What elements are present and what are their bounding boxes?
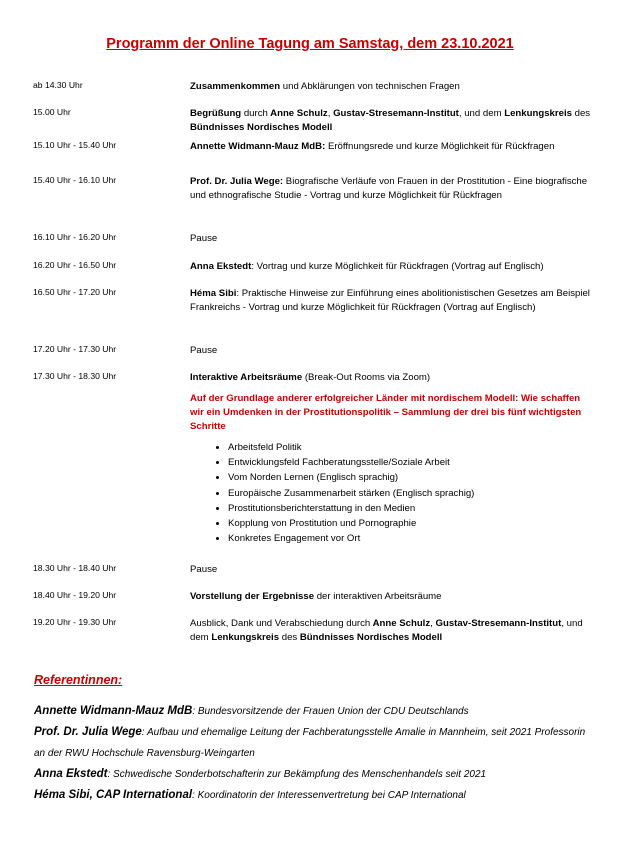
schedule-description: [190, 232, 594, 246]
workshop-topic: Auf der Grundlage anderer erfolgreicher Länder mit nordischem Modell: Wie schaffen wir ein Umdenken in der Prostitutionspolitik – Sammlung der drei bis fünf wichtigsten Schritte: [190, 393, 582, 432]
referent-entry: [34, 764, 594, 785]
schedule-description: [190, 371, 594, 546]
schedule-description: [190, 344, 594, 358]
text: und Abklärungen von technischen Fragen: [280, 81, 460, 92]
text: : Praktische Hinweise zur Einführung eines abolitionistischen Gesetzes am Beispiel Frankreichs - Vortrag und kurze Möglichkeit für Rückfragen (Vortrag auf Englisch): [190, 288, 590, 313]
referent-name: Prof. Dr. Julia Wege: [34, 726, 142, 738]
referent-role: : Aufbau und ehemalige Leitung der Fachberatungsstelle Amalie in Mannheim, seit 2021 Professorin an der RWU Hochschule Ravensburg-Weingarten: [34, 727, 586, 759]
referent-role: : Bundesvorsitzende der Frauen Union der CDU Deutschlands: [192, 706, 469, 717]
text: durch: [241, 108, 268, 119]
schedule-time: 17.30 Uhr - 18.30 Uhr: [33, 371, 117, 381]
list-item: • Vom Norden Lernen (Englisch sprachig): [228, 470, 594, 485]
schedule-description: [190, 590, 594, 604]
referent-name: Anna Ekstedt: [34, 768, 108, 780]
schedule-description: [190, 175, 594, 203]
schedule-time: 16.50 Uhr - 17.20 Uhr: [33, 287, 117, 297]
bold-text: Gustav-Stresemann-Institut: [330, 108, 459, 119]
text: des: [571, 108, 591, 119]
bold-text: Anne Schulz: [267, 108, 328, 119]
text: Pause: [190, 564, 218, 575]
text: : Vortrag und kurze Möglichkeit für Rückfragen (Vortrag auf Englisch): [251, 261, 544, 272]
schedule-description: [190, 140, 594, 154]
text: der interaktiven Arbeitsräume: [314, 591, 442, 602]
schedule-description: [190, 260, 594, 274]
bold-text: Bündnisses Nordisches Modell: [297, 632, 443, 643]
referent-entry: [34, 701, 594, 722]
list-item: • Kopplung von Prostitution und Pornographie: [228, 516, 594, 531]
bold-text: Zusammenkommen: [190, 81, 281, 92]
schedule-time: 16.20 Uhr - 16.50 Uhr: [33, 260, 117, 270]
schedule-time: 18.30 Uhr - 18.40 Uhr: [33, 563, 117, 573]
referent-name: Annette Widmann-Mauz MdB: [34, 705, 193, 717]
schedule-time: 18.40 Uhr - 19.20 Uhr: [33, 590, 117, 600]
schedule-description: [190, 563, 594, 577]
referent-role: : Schwedische Sonderbotschafterin zur Bekämpfung des Menschenhandels seit 2021: [107, 769, 487, 780]
bold-text: Héma Sibi: [190, 288, 237, 299]
referent-role: : Koordinatorin der Interessenvertretung bei CAP International: [192, 790, 466, 801]
schedule-description: [190, 80, 594, 94]
bold-text: Anne Schulz: [370, 618, 431, 629]
referent-entry: [34, 785, 594, 806]
list-item: • Arbeitsfeld Politik: [228, 440, 594, 455]
referent-entry: [34, 722, 594, 764]
bold-text: Annette Widmann-Mauz MdB:: [190, 141, 326, 152]
schedule-time: 15.40 Uhr - 16.10 Uhr: [33, 175, 117, 185]
bold-text: Lenkungskreis: [208, 632, 280, 643]
schedule-description: [190, 617, 594, 645]
text: Biografische Verläufe von Frauen in der Prostitution - Eine biografische und ethnografische Studie - Vortrag und kurze Möglichkeit für Rückfragen: [190, 176, 588, 201]
text: Pause: [190, 345, 218, 356]
bold-text: Vorstellung der Ergebnisse: [190, 591, 315, 602]
text: (Break-Out Rooms via Zoom): [302, 372, 431, 383]
text: , und dem: [458, 108, 502, 119]
list-item: • Entwicklungsfeld Fachberatungsstelle/Soziale Arbeit: [228, 455, 594, 470]
bold-text: Anna Ekstedt: [190, 261, 252, 272]
bold-text: Prof. Dr. Julia Wege:: [190, 176, 284, 187]
schedule-description: [190, 287, 594, 315]
text: Pause: [190, 233, 218, 244]
list-item: • Europäische Zusammenarbeit stärken (Englisch sprachig): [228, 486, 594, 501]
schedule-time: 19.20 Uhr - 19.30 Uhr: [33, 617, 117, 627]
schedule-time: 15.00 Uhr: [33, 107, 71, 117]
bold-text: Lenkungskreis: [501, 108, 572, 119]
text: Eröffnungsrede und kurze Möglichkeit für Rückfragen: [325, 141, 555, 152]
schedule-time: 15.10 Uhr - 15.40 Uhr: [33, 140, 117, 150]
bold-text: Begrüßung: [190, 108, 242, 119]
bold-text: Gustav-Stresemann-Institut: [432, 618, 562, 629]
text: ,: [327, 108, 331, 119]
schedule-time: 17.20 Uhr - 17.30 Uhr: [33, 344, 117, 354]
referents-list: [34, 701, 594, 806]
schedule-description: [190, 107, 594, 135]
text: Ausblick, Dank und Verabschiedung durch: [190, 618, 371, 629]
referents-heading: Referentinnen:: [34, 673, 123, 687]
list-item: • Konkretes Engagement vor Ort: [228, 531, 594, 546]
bold-text: Interaktive Arbeitsräume: [190, 372, 303, 383]
page-title: Programm der Online Tagung am Samstag, dem 23.10.2021: [106, 36, 514, 52]
schedule-time: 16.10 Uhr - 16.20 Uhr: [33, 232, 117, 242]
bold-text: Bündnisses Nordisches Modell: [190, 122, 333, 133]
list-item: • Prostitutionsberichterstattung in den Medien: [228, 501, 594, 516]
schedule-time: ab 14.30 Uhr: [33, 80, 83, 90]
workshop-list: [190, 440, 594, 546]
text: ,: [430, 618, 433, 629]
text: , und dem: [190, 618, 583, 643]
referent-name: Héma Sibi, CAP International: [34, 789, 193, 801]
text: des: [279, 632, 298, 643]
